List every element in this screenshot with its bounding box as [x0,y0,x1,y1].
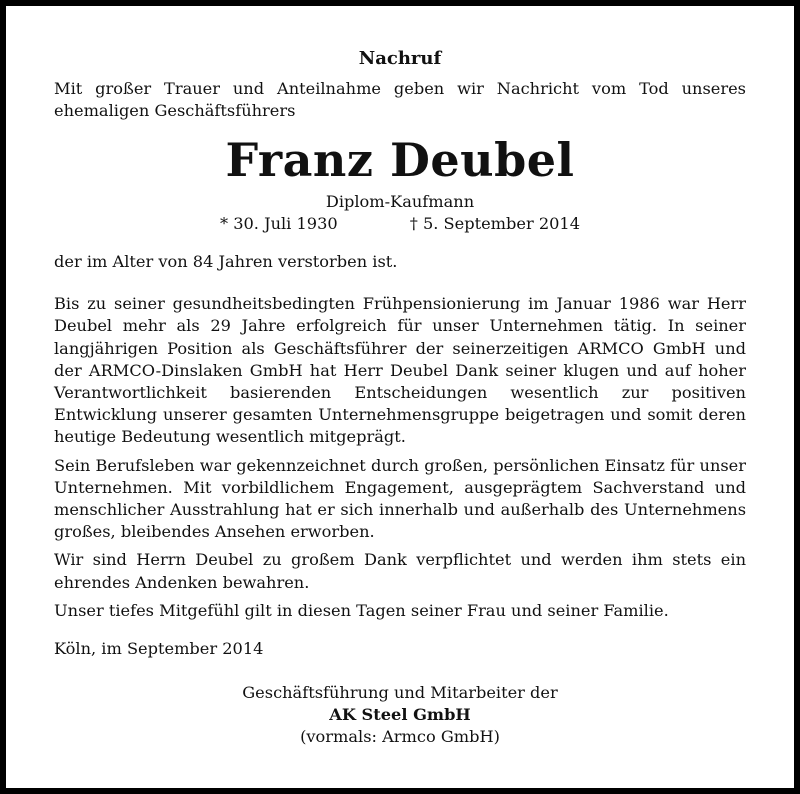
company-name: AK Steel GmbH [329,705,471,725]
body-paragraph: Sein Berufsleben war gekennzeichnet durch großen, persönlichen Einsatz für unser Unternehmen. Mit vorbildlichem Engagement, ausgeprägtem Sachverstand und menschlicher Ausstrahlung hat er sich innerhalb und außerhalb des Unternehmens großes, bleibendes Ansehen erworben. [54,455,746,542]
signature-line: Geschäftsführung und Mitarbeiter der [242,683,558,703]
obituary-notice [54,48,746,748]
signature-block [54,682,746,748]
body-paragraph: Wir sind Herrn Deubel zu großem Dank verpflichtet und werden ihm stets ein ehrendes Andenken bewahren. [54,550,746,592]
notice-heading: Nachruf [358,48,442,69]
place-date: Köln, im September 2014 [54,639,264,659]
deceased-name: Franz Deubel [225,132,575,187]
life-dates [54,213,746,235]
body-paragraph: Unser tiefes Mitgefühl gilt in diesen Tagen seiner Frau und seiner Familie. [54,600,669,620]
birth-date: * 30. Juli 1930 [219,213,338,233]
age-line: der im Alter von 84 Jahren verstorben ist. [54,252,398,272]
former-company-name: (vormals: Armco GmbH) [300,727,500,747]
body-paragraph: Bis zu seiner gesundheitsbedingten Frühpensionierung im Januar 1986 war Herr Deubel mehr als 29 Jahre erfolgreich für unser Unternehmen tätig. In seiner langjährigen Position als Geschäftsführer der seinerzeitigen ARMCO GmbH und der ARMCO-Dinslaken GmbH hat Herr Deubel Dank seiner klugen und auf hoher Verantwortlichkeit basierenden Entscheidungen wesentlich zur positiven Entwicklung unserer gesamten Unternehmensgruppe beigetragen und somit deren heutige Bedeutung wesentlich mitgeprägt. [54,294,746,447]
death-date: † 5. September 2014 [409,213,581,233]
academic-title: Diplom-Kaufmann [325,191,475,211]
intro-text: Mit großer Trauer und Anteilnahme geben wir Nachricht vom Tod unseres ehemaligen Geschäftsführers [54,79,746,121]
